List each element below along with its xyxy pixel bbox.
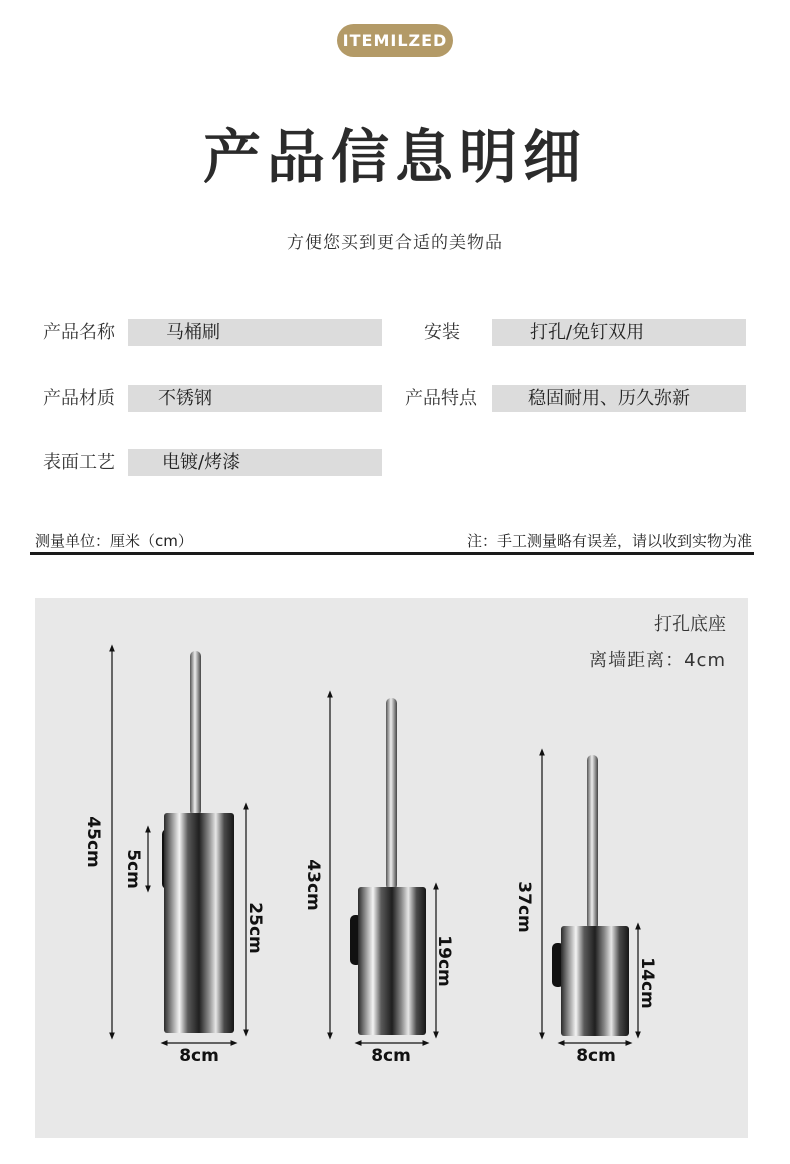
- brush-handle: [386, 698, 397, 890]
- spec-value-name: 马桶刷: [128, 319, 382, 346]
- dim-bracket-1: 5cm: [123, 849, 143, 889]
- product-3: [514, 752, 657, 1066]
- product-2: [303, 694, 454, 1066]
- dim-width-1: 8cm: [179, 1046, 219, 1066]
- spec-value-material: 不锈钢: [128, 385, 382, 412]
- product-1: [83, 648, 265, 1066]
- disclaimer-note: 注：手工测量略有误差，请以收到实物为准: [466, 532, 752, 550]
- spec-label-install: 安装: [424, 322, 460, 343]
- dim-cup-height-3: 14cm: [637, 957, 657, 1009]
- spec-label-feature: 产品特点: [405, 388, 477, 409]
- brush-handle: [190, 651, 201, 816]
- brush-handle: [587, 755, 598, 930]
- spec-label-finish: 表面工艺: [43, 452, 115, 473]
- brush-cup: [164, 813, 234, 1033]
- spec-label-name: 产品名称: [43, 322, 115, 343]
- dim-total-height-2: 43cm: [303, 859, 323, 911]
- spec-value-install: 打孔/免钉双用: [492, 319, 746, 346]
- dim-total-height-3: 37cm: [514, 881, 534, 933]
- base-title: 打孔底座: [654, 614, 726, 635]
- dim-total-height-1: 45cm: [83, 816, 103, 868]
- spec-value-feature: 稳固耐用、历久弥新: [492, 385, 746, 412]
- spec-label-material: 产品材质: [43, 388, 115, 409]
- dim-cup-height-1: 25cm: [245, 902, 265, 954]
- spec-value-finish: 电镀/烤漆: [128, 449, 382, 476]
- brand-badge: ITEMILZED: [337, 24, 453, 57]
- dim-cup-height-2: 19cm: [434, 935, 454, 987]
- dim-width-2: 8cm: [371, 1046, 411, 1066]
- brush-cup: [358, 887, 426, 1035]
- page-subtitle: 方便您买到更合适的美物品: [287, 233, 503, 253]
- dim-width-3: 8cm: [576, 1046, 616, 1066]
- brush-cup: [561, 926, 629, 1036]
- unit-note: 测量单位：厘米（cm）: [35, 532, 193, 550]
- page-title: 产品信息明细: [202, 123, 587, 191]
- base-wall-distance: 离墙距离：4cm: [589, 650, 726, 671]
